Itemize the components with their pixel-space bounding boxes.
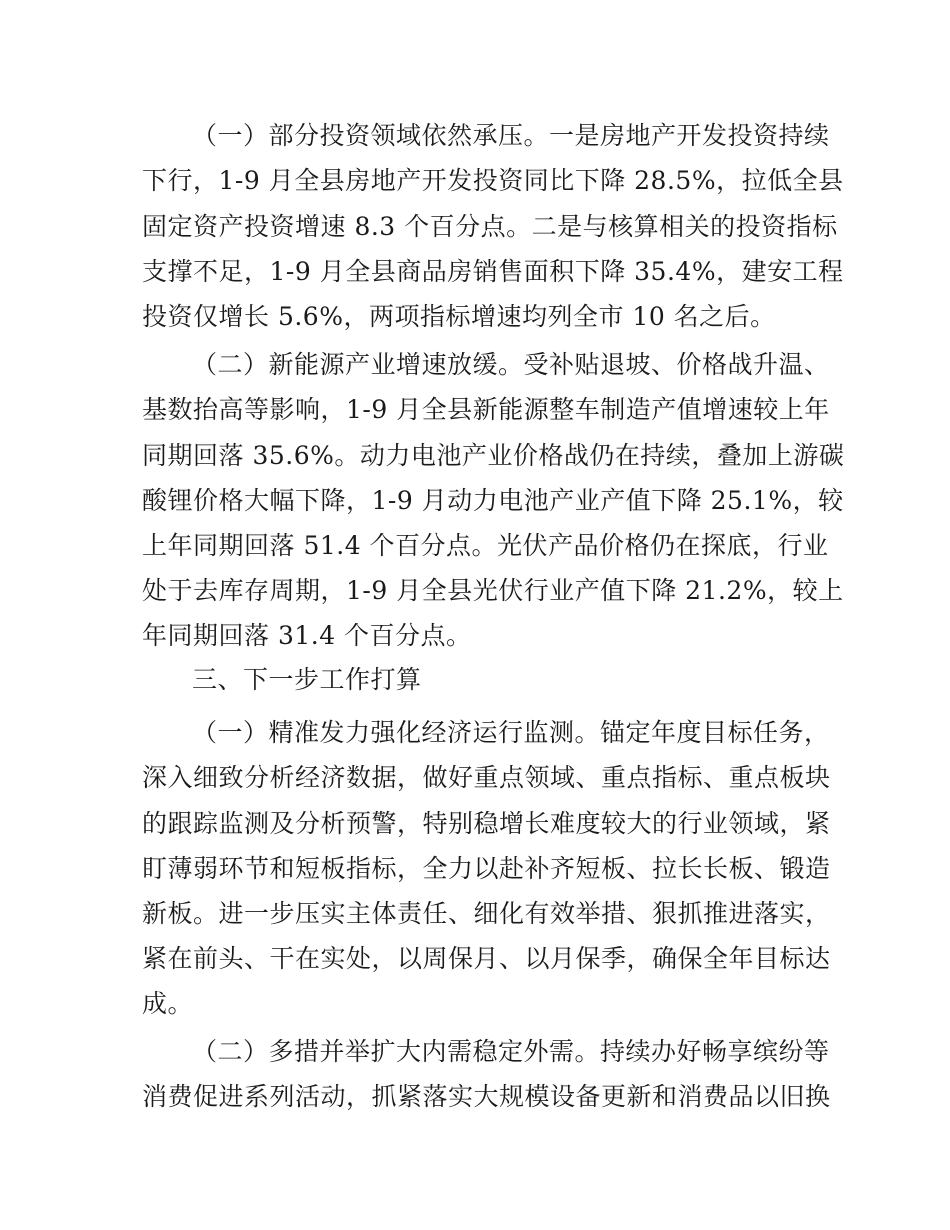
- paragraph-1-line-2: 下行，1-9 月全县房地产开发投资同比下降 28.5%，拉低全县: [142, 166, 844, 195]
- paragraph-3-line-6: 紧在前头、干在实处，以周保月、以月保季，确保全年目标达: [142, 944, 831, 973]
- paragraph-3-line-7: 成。: [142, 989, 194, 1018]
- paragraph-2-line-6: 处于去库存周期，1-9 月全县光伏行业产值下降 21.2%，较上: [142, 576, 844, 605]
- paragraph-2-line-2: 基数抬高等影响，1-9 月全县新能源整车制造产值增速较上年: [142, 395, 830, 424]
- paragraph-3-line-4: 盯薄弱环节和短板指标，全力以赴补齐短板、拉长长板、锻造: [142, 854, 831, 883]
- paragraph-3-line-5: 新板。进一步压实主体责任、细化有效举措、狠抓推进落实，: [142, 899, 831, 928]
- paragraph-2-line-1: （二）新能源产业增速放缓。受补贴退坡、价格战升温、: [192, 350, 830, 379]
- paragraph-1-line-4: 支撑不足，1-9 月全县商品房销售面积下降 35.4%，建安工程: [142, 257, 844, 286]
- paragraph-2-line-7: 年同期回落 31.4 个百分点。: [142, 621, 472, 650]
- paragraph-2-line-3: 同期回落 35.6%。动力电池产业价格战仍在持续，叠加上游碳: [142, 441, 845, 470]
- paragraph-2-line-5: 上年同期回落 51.4 个百分点。光伏产品价格仍在探底，行业: [142, 531, 829, 560]
- paragraph-3-line-1: （一）精准发力强化经济运行监测。锚定年度目标任务，: [192, 718, 830, 747]
- paragraph-4-line-1: （二）多措并举扩大内需稳定外需。持续办好畅享缤纷等: [192, 1037, 830, 1066]
- paragraph-1-line-3: 固定资产投资增速 8.3 个百分点。二是与核算相关的投资指标: [142, 212, 838, 241]
- paragraph-4-line-2: 消费促进系列活动，抓紧落实大规模设备更新和消费品以旧换: [142, 1082, 831, 1111]
- paragraph-2-line-4: 酸锂价格大幅下降，1-9 月动力电池产业产值下降 25.1%，较: [142, 486, 844, 515]
- paragraph-1-line-5: 投资仅增长 5.6%，两项指标增速均列全市 10 名之后。: [142, 302, 776, 331]
- paragraph-1-line-1: （一）部分投资领域依然承压。一是房地产开发投资持续: [192, 121, 830, 150]
- section-heading-3: 三、下一步工作打算: [192, 665, 422, 694]
- paragraph-3-line-3: 的跟踪监测及分析预警，特别稳增长难度较大的行业领域，紧: [142, 809, 831, 838]
- paragraph-3-line-2: 深入细致分析经济数据，做好重点领域、重点指标、重点板块: [142, 763, 831, 792]
